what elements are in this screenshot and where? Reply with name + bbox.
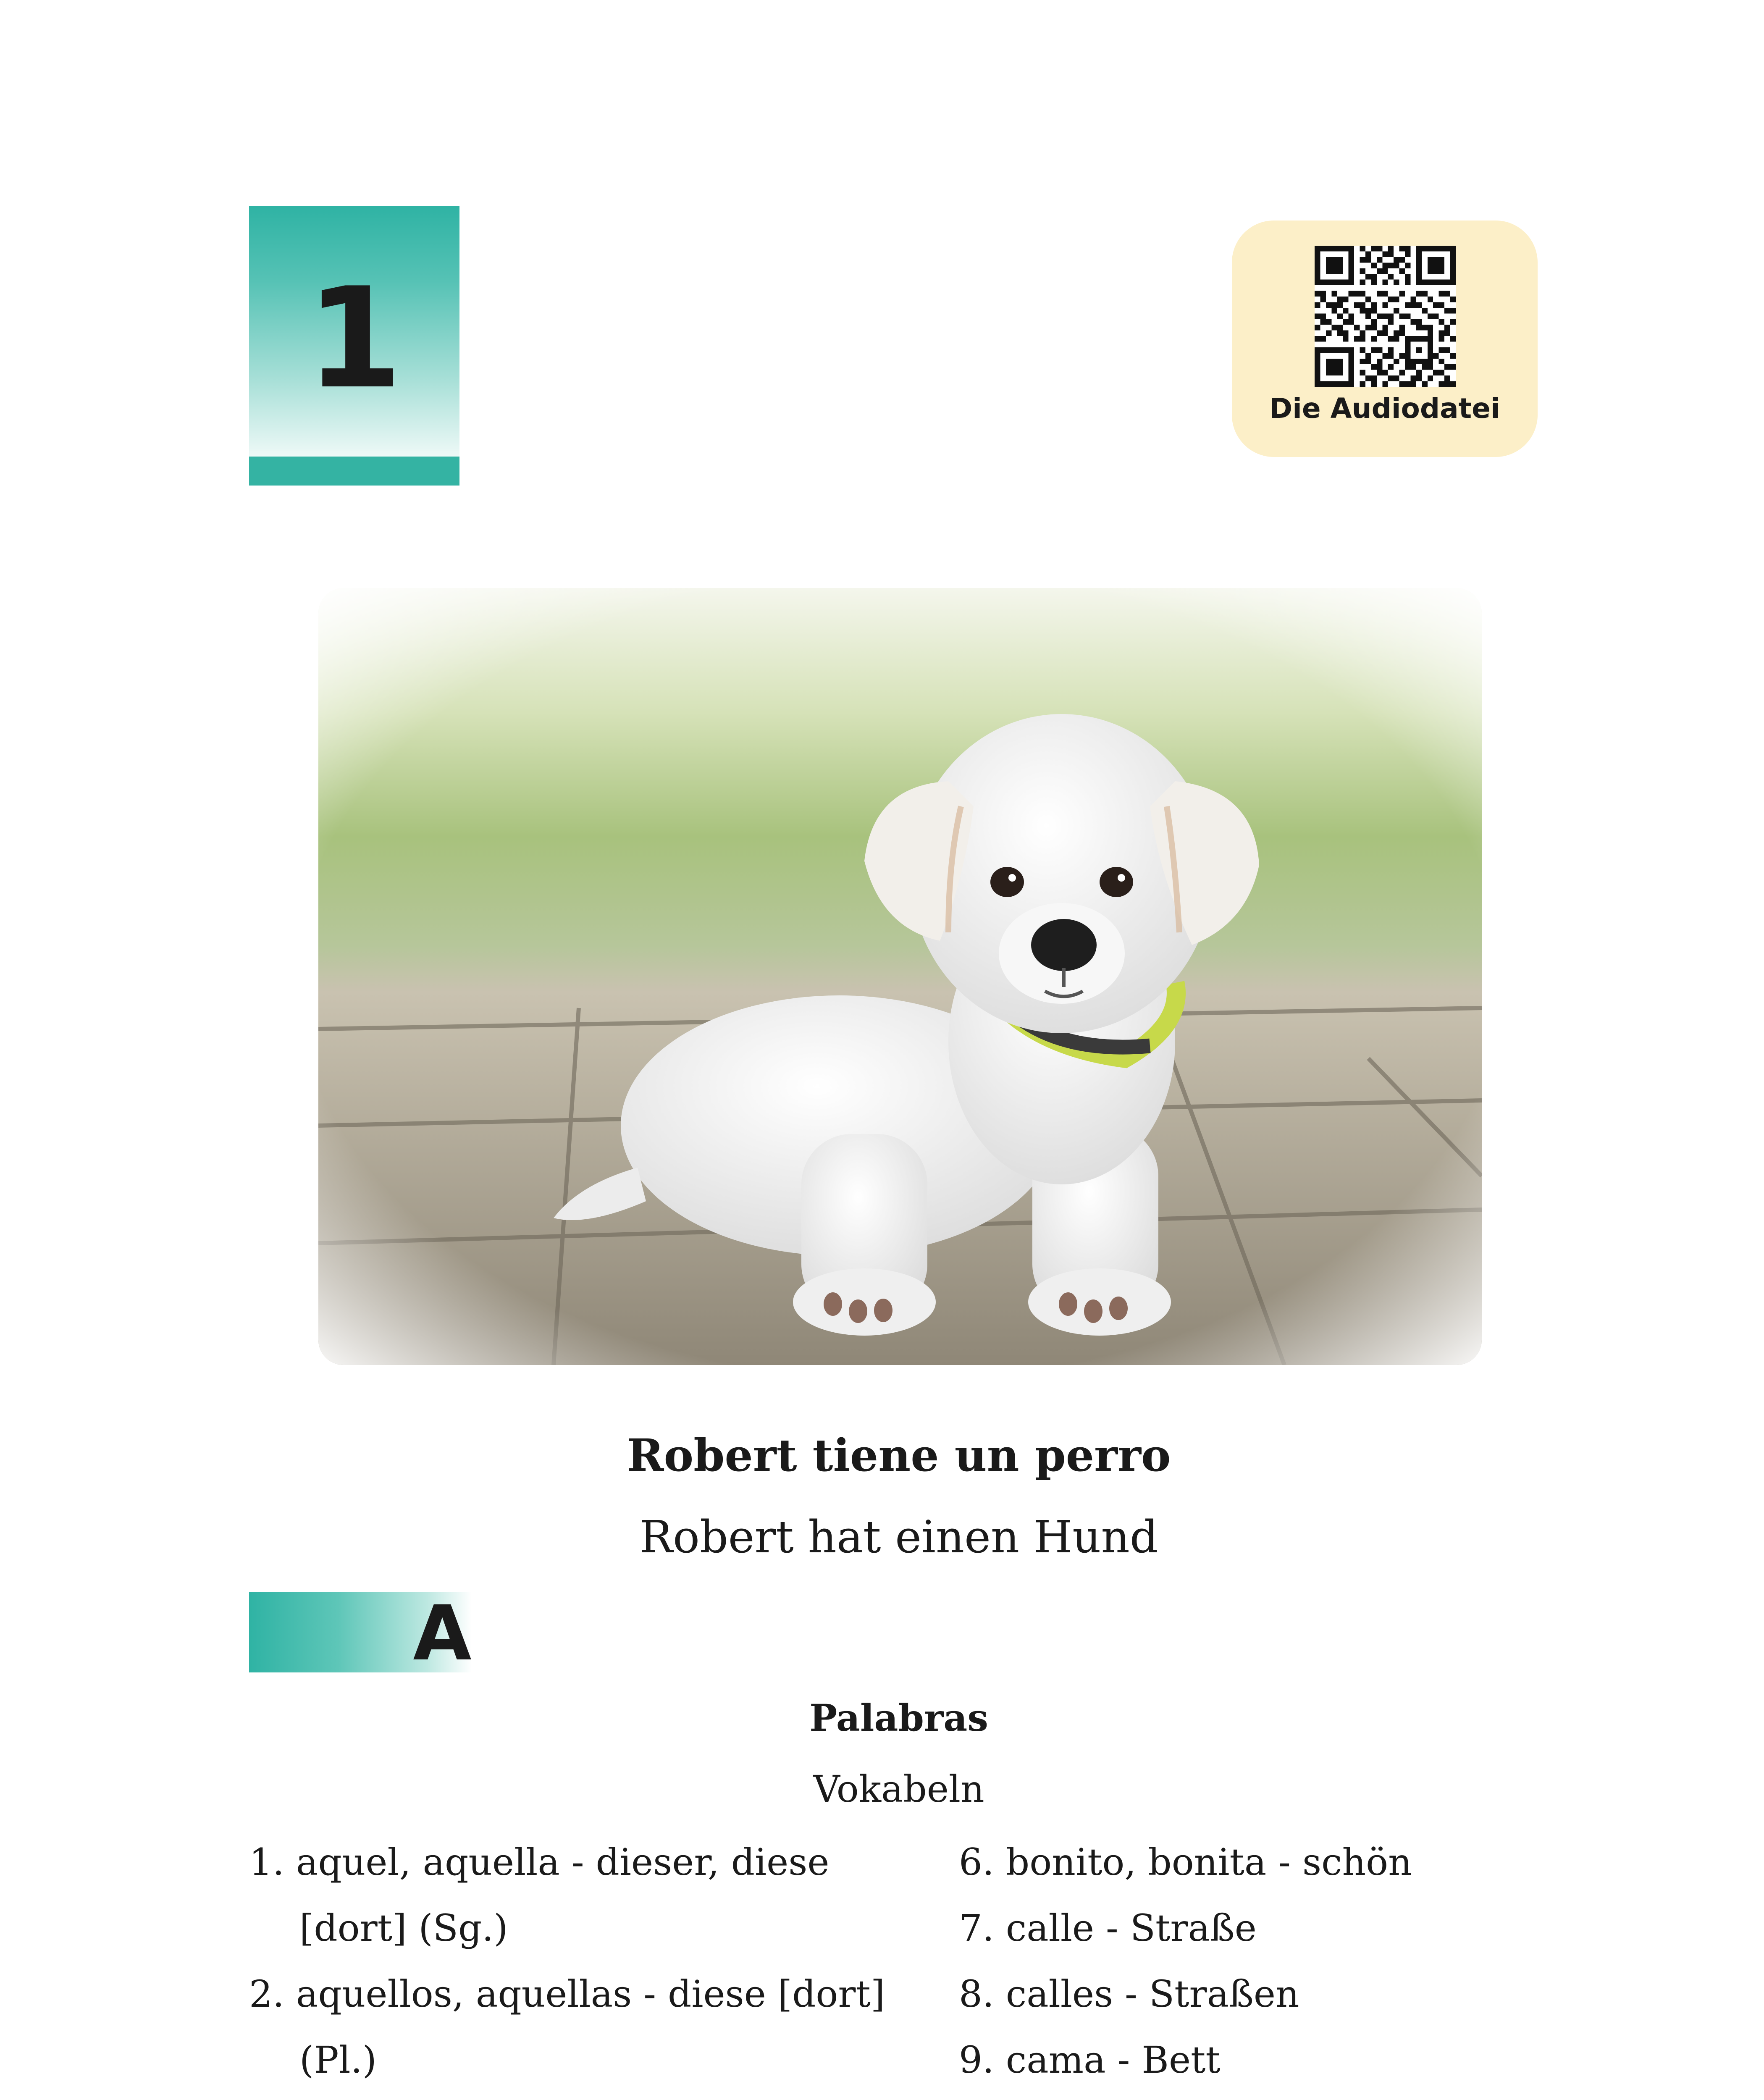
vocabulary-item: 6. bonito, bonita - schön	[959, 1840, 1412, 1884]
chapter-number: 1	[306, 258, 403, 419]
section-letter: A	[413, 1590, 472, 1677]
audio-file-label: Die Audiodatei	[1269, 392, 1500, 425]
vocabulary-item	[249, 2093, 887, 2100]
story-title-spanish: Robert tiene un perro	[627, 1429, 1171, 1481]
chapter-number-block	[249, 206, 459, 486]
vocabulary-item	[959, 2093, 1589, 2100]
story-title-german: Robert hat einen Hund	[639, 1511, 1158, 1563]
vocabulary-item: 1. aquel, aquella - dieser, diese [dort] (Sg.)	[249, 1840, 830, 1950]
vocabulary-item: 8. calles - Straßen	[959, 1972, 1299, 2016]
vocabulary-list-right	[959, 1829, 1589, 2100]
section-a-marker	[249, 1590, 472, 1677]
vocabulary-subtitle: Vokabeln	[813, 1767, 984, 1811]
vocabulary-item: 7. calle - Straße	[959, 1906, 1257, 1950]
white-puppy-photo	[318, 588, 1482, 1365]
qr-code-icon[interactable]	[1315, 246, 1456, 387]
vocabulary-item: 2. aquellos, aquellas - diese [dort] (Pl.)	[249, 1972, 885, 2082]
vocabulary-item: 9. cama - Bett	[959, 2038, 1221, 2082]
vocabulary-list-left	[249, 1829, 887, 2100]
qr-code-graphic	[1315, 246, 1456, 387]
puppy-illustration	[318, 588, 1482, 1365]
vocabulary-title: Palabras	[809, 1696, 988, 1740]
chapter-accent-bar	[249, 457, 459, 486]
audio-file-badge[interactable]	[1232, 220, 1538, 457]
